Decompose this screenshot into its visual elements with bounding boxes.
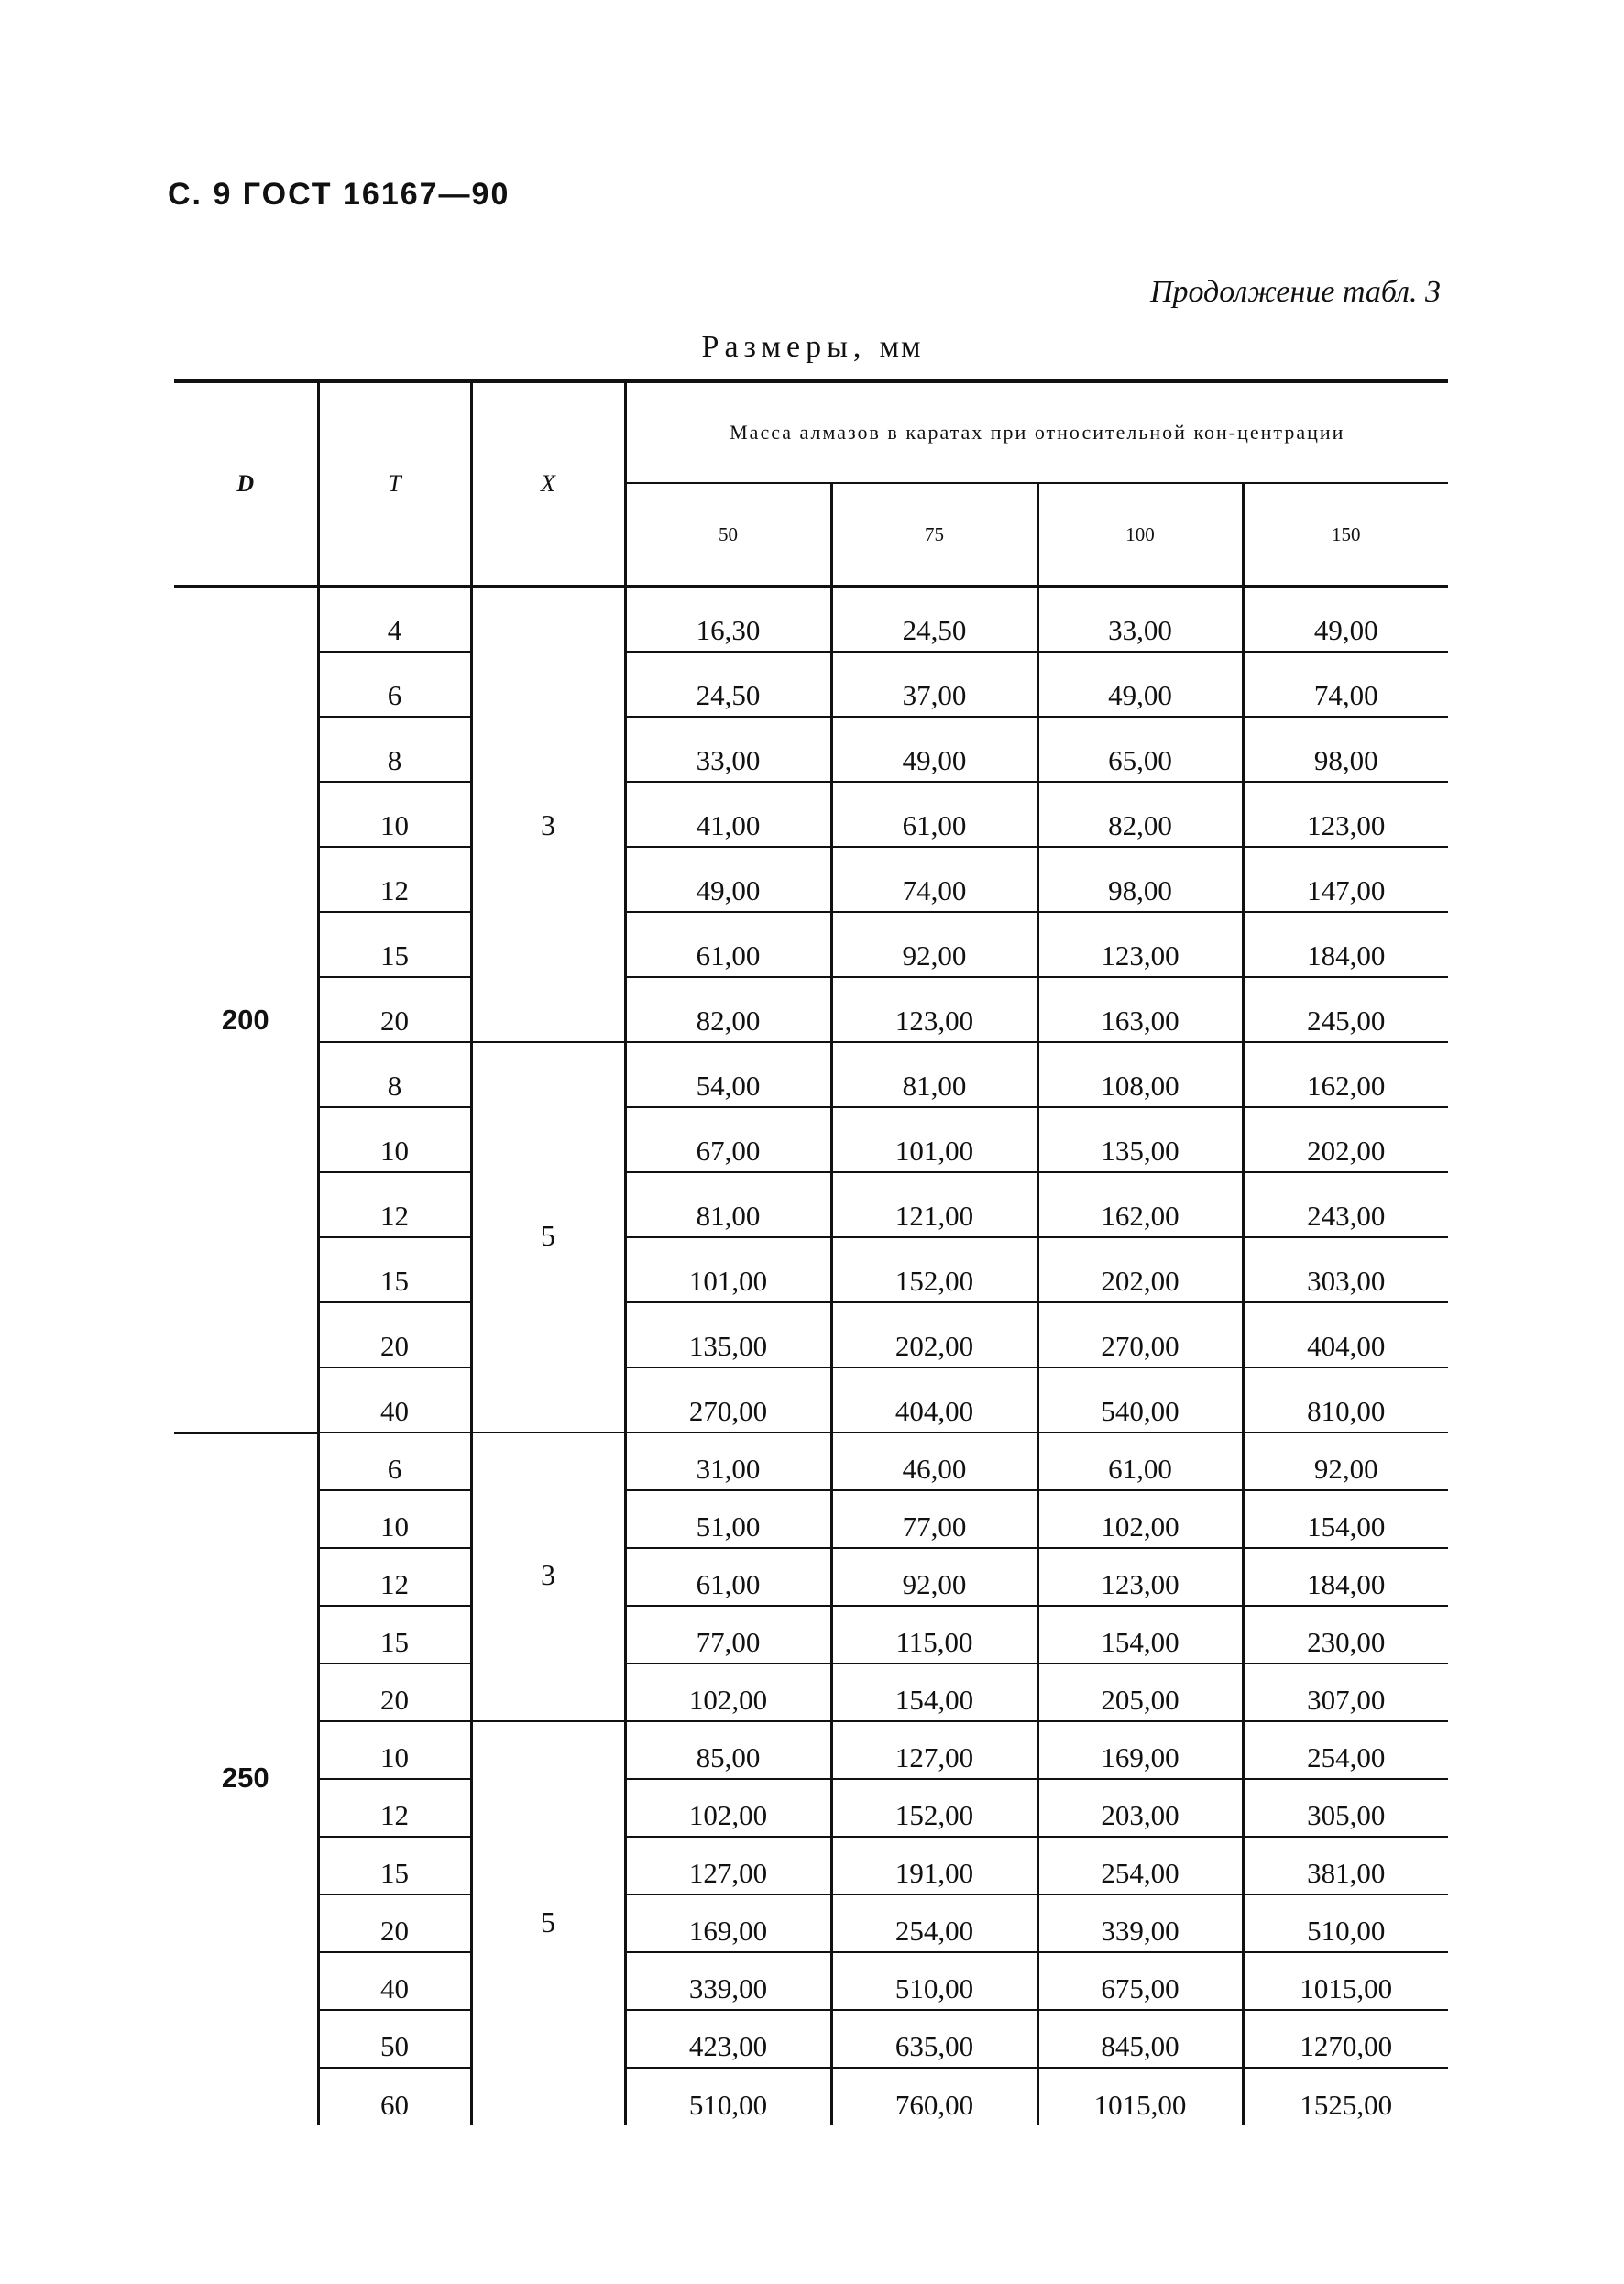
table-row [174, 2010, 1448, 2068]
cell-mass: 49,00 [1037, 652, 1243, 717]
cell-t: 8 [318, 717, 471, 782]
cell-mass: 121,00 [831, 1172, 1037, 1237]
table-row [174, 912, 1448, 977]
table-row [174, 847, 1448, 912]
cell-mass: 810,00 [1243, 1367, 1448, 1433]
cell-mass: 230,00 [1243, 1606, 1448, 1664]
cell-mass: 92,00 [831, 912, 1037, 977]
cell-mass: 162,00 [1243, 1042, 1448, 1107]
cell-t: 20 [318, 977, 471, 1042]
header-concentration: 50 [625, 483, 831, 587]
caption-text: Размеры, [701, 330, 867, 364]
cell-mass: 169,00 [1037, 1721, 1243, 1779]
table-row [174, 1664, 1448, 1721]
page-header: С. 9 ГОСТ 16167—90 [168, 177, 510, 212]
cell-t: 15 [318, 1237, 471, 1302]
cell-mass: 202,00 [1037, 1237, 1243, 1302]
cell-mass: 102,00 [1037, 1490, 1243, 1548]
cell-mass: 61,00 [831, 782, 1037, 847]
cell-mass: 33,00 [625, 717, 831, 782]
table-row [174, 1837, 1448, 1894]
cell-d: 200 [174, 587, 318, 1433]
cell-t: 20 [318, 1302, 471, 1367]
cell-mass: 162,00 [1037, 1172, 1243, 1237]
cell-t: 50 [318, 2010, 471, 2068]
table-row [174, 1548, 1448, 1606]
cell-mass: 101,00 [625, 1237, 831, 1302]
cell-mass: 81,00 [831, 1042, 1037, 1107]
table-row [174, 1237, 1448, 1302]
cell-t: 6 [318, 652, 471, 717]
cell-mass: 41,00 [625, 782, 831, 847]
table-row [174, 2068, 1448, 2125]
cell-mass: 245,00 [1243, 977, 1448, 1042]
table-row [174, 1433, 1448, 1490]
cell-t: 12 [318, 1779, 471, 1837]
cell-mass: 49,00 [1243, 587, 1448, 652]
cell-mass: 339,00 [1037, 1894, 1243, 1952]
table-row [174, 717, 1448, 782]
cell-mass: 635,00 [831, 2010, 1037, 2068]
cell-mass: 184,00 [1243, 1548, 1448, 1606]
cell-mass: 127,00 [625, 1837, 831, 1894]
cell-mass: 49,00 [625, 847, 831, 912]
table-caption [0, 330, 1624, 365]
cell-mass: 46,00 [831, 1433, 1037, 1490]
cell-mass: 98,00 [1037, 847, 1243, 912]
cell-mass: 49,00 [831, 717, 1037, 782]
table-continuation-label: Продолжение табл. 3 [1149, 275, 1441, 309]
cell-mass: 169,00 [625, 1894, 831, 1952]
cell-mass: 115,00 [831, 1606, 1037, 1664]
cell-mass: 305,00 [1243, 1779, 1448, 1837]
cell-mass: 123,00 [831, 977, 1037, 1042]
cell-mass: 510,00 [831, 1952, 1037, 2010]
table-row [174, 652, 1448, 717]
cell-mass: 270,00 [1037, 1302, 1243, 1367]
table-row [174, 587, 1448, 652]
cell-mass: 33,00 [1037, 587, 1243, 652]
cell-t: 20 [318, 1894, 471, 1952]
cell-x: 5 [471, 1042, 625, 1433]
cell-mass: 510,00 [1243, 1894, 1448, 1952]
cell-mass: 510,00 [625, 2068, 831, 2125]
cell-mass: 74,00 [1243, 652, 1448, 717]
cell-mass: 61,00 [625, 1548, 831, 1606]
cell-mass: 303,00 [1243, 1237, 1448, 1302]
cell-mass: 51,00 [625, 1490, 831, 1548]
cell-mass: 98,00 [1243, 717, 1448, 782]
cell-mass: 135,00 [625, 1302, 831, 1367]
cell-mass: 24,50 [625, 652, 831, 717]
cell-mass: 307,00 [1243, 1664, 1448, 1721]
cell-mass: 1270,00 [1243, 2010, 1448, 2068]
cell-mass: 101,00 [831, 1107, 1037, 1172]
cell-t: 12 [318, 1172, 471, 1237]
cell-t: 10 [318, 1107, 471, 1172]
cell-x: 3 [471, 587, 625, 1042]
cell-mass: 154,00 [1037, 1606, 1243, 1664]
cell-mass: 243,00 [1243, 1172, 1448, 1237]
cell-mass: 254,00 [1037, 1837, 1243, 1894]
cell-mass: 1015,00 [1037, 2068, 1243, 2125]
cell-mass: 92,00 [831, 1548, 1037, 1606]
caption-unit: мм [879, 330, 923, 364]
cell-mass: 404,00 [1243, 1302, 1448, 1367]
cell-t: 12 [318, 1548, 471, 1606]
cell-mass: 92,00 [1243, 1433, 1448, 1490]
cell-t: 12 [318, 847, 471, 912]
cell-mass: 675,00 [1037, 1952, 1243, 2010]
cell-mass: 82,00 [1037, 782, 1243, 847]
table-row [174, 977, 1448, 1042]
table-row [174, 782, 1448, 847]
cell-d: 250 [174, 1433, 318, 2125]
cell-mass: 203,00 [1037, 1779, 1243, 1837]
table-row [174, 1367, 1448, 1433]
cell-mass: 202,00 [831, 1302, 1037, 1367]
cell-mass: 54,00 [625, 1042, 831, 1107]
cell-t: 6 [318, 1433, 471, 1490]
cell-t: 4 [318, 587, 471, 652]
cell-mass: 67,00 [625, 1107, 831, 1172]
cell-mass: 102,00 [625, 1664, 831, 1721]
cell-t: 10 [318, 1490, 471, 1548]
cell-mass: 77,00 [831, 1490, 1037, 1548]
cell-mass: 102,00 [625, 1779, 831, 1837]
table-row [174, 1490, 1448, 1548]
header-concentration: 150 [1243, 483, 1448, 587]
cell-x: 3 [471, 1433, 625, 1721]
cell-mass: 254,00 [1243, 1721, 1448, 1779]
cell-t: 40 [318, 1952, 471, 2010]
cell-t: 10 [318, 782, 471, 847]
cell-mass: 147,00 [1243, 847, 1448, 912]
cell-mass: 152,00 [831, 1779, 1037, 1837]
table-body [174, 587, 1448, 2125]
table-row [174, 1107, 1448, 1172]
header-concentration: 75 [831, 483, 1037, 587]
cell-mass: 37,00 [831, 652, 1037, 717]
header-concentration: 100 [1037, 483, 1243, 587]
table-row [174, 1894, 1448, 1952]
cell-mass: 1525,00 [1300, 2089, 1393, 2121]
cell-t: 60 [318, 2068, 471, 2125]
header-d: D [174, 381, 318, 587]
cell-mass: 81,00 [625, 1172, 831, 1237]
cell-mass: 1015,00 [1243, 1952, 1448, 2010]
cell-mass: 163,00 [1037, 977, 1243, 1042]
cell-mass: 61,00 [625, 912, 831, 977]
cell-mass: 123,00 [1037, 912, 1243, 977]
cell-t: 20 [318, 1664, 471, 1721]
cell-mass: 845,00 [1037, 2010, 1243, 2068]
cell-mass: 82,00 [625, 977, 831, 1042]
cell-mass: 65,00 [1037, 717, 1243, 782]
cell-mass: 339,00 [625, 1952, 831, 2010]
header-t: T [318, 381, 471, 587]
cell-mass: 135,00 [1037, 1107, 1243, 1172]
cell-mass: 270,00 [625, 1367, 831, 1433]
cell-mass: 108,00 [1037, 1042, 1243, 1107]
cell-mass: 85,00 [625, 1721, 831, 1779]
table-row [174, 1606, 1448, 1664]
table-row [174, 1302, 1448, 1367]
cell-mass: 152,00 [831, 1237, 1037, 1302]
cell-mass: 127,00 [831, 1721, 1037, 1779]
cell-mass: 61,00 [1037, 1433, 1243, 1490]
cell-mass: 202,00 [1243, 1107, 1448, 1172]
cell-mass: 31,00 [625, 1433, 831, 1490]
cell-mass: 77,00 [625, 1606, 831, 1664]
cell-mass: 184,00 [1243, 912, 1448, 977]
cell-t: 15 [318, 1837, 471, 1894]
table-row [174, 1779, 1448, 1837]
header-x: X [471, 381, 625, 587]
cell-t: 15 [318, 1606, 471, 1664]
cell-mass: 760,00 [831, 2068, 1037, 2125]
cell-mass: 24,50 [831, 587, 1037, 652]
cell-mass: 381,00 [1243, 1837, 1448, 1894]
cell-t: 15 [318, 912, 471, 977]
cell-mass: 123,00 [1243, 782, 1448, 847]
cell-mass: 254,00 [831, 1894, 1037, 1952]
table-row [174, 1952, 1448, 2010]
table-row [174, 1721, 1448, 1779]
cell-mass: 16,30 [625, 587, 831, 652]
cell-t: 8 [318, 1042, 471, 1107]
cell-mass: 154,00 [1243, 1490, 1448, 1548]
diamond-mass-table [174, 379, 1448, 2125]
cell-mass: 540,00 [1037, 1367, 1243, 1433]
cell-mass: 74,00 [831, 847, 1037, 912]
cell-mass: 423,00 [625, 2010, 831, 2068]
header-diamond-mass: Масса алмазов в каратах при относительной кон-центрации [625, 381, 1448, 483]
cell-mass: 205,00 [1037, 1664, 1243, 1721]
cell-x: 5 [471, 1721, 625, 2125]
cell-t: 40 [318, 1367, 471, 1433]
cell-mass: 404,00 [831, 1367, 1037, 1433]
table-row [174, 1042, 1448, 1107]
cell-mass: 191,00 [831, 1837, 1037, 1894]
cell-t: 10 [318, 1721, 471, 1779]
table-row [174, 1172, 1448, 1237]
cell-mass: 154,00 [831, 1664, 1037, 1721]
cell-mass: 123,00 [1037, 1548, 1243, 1606]
